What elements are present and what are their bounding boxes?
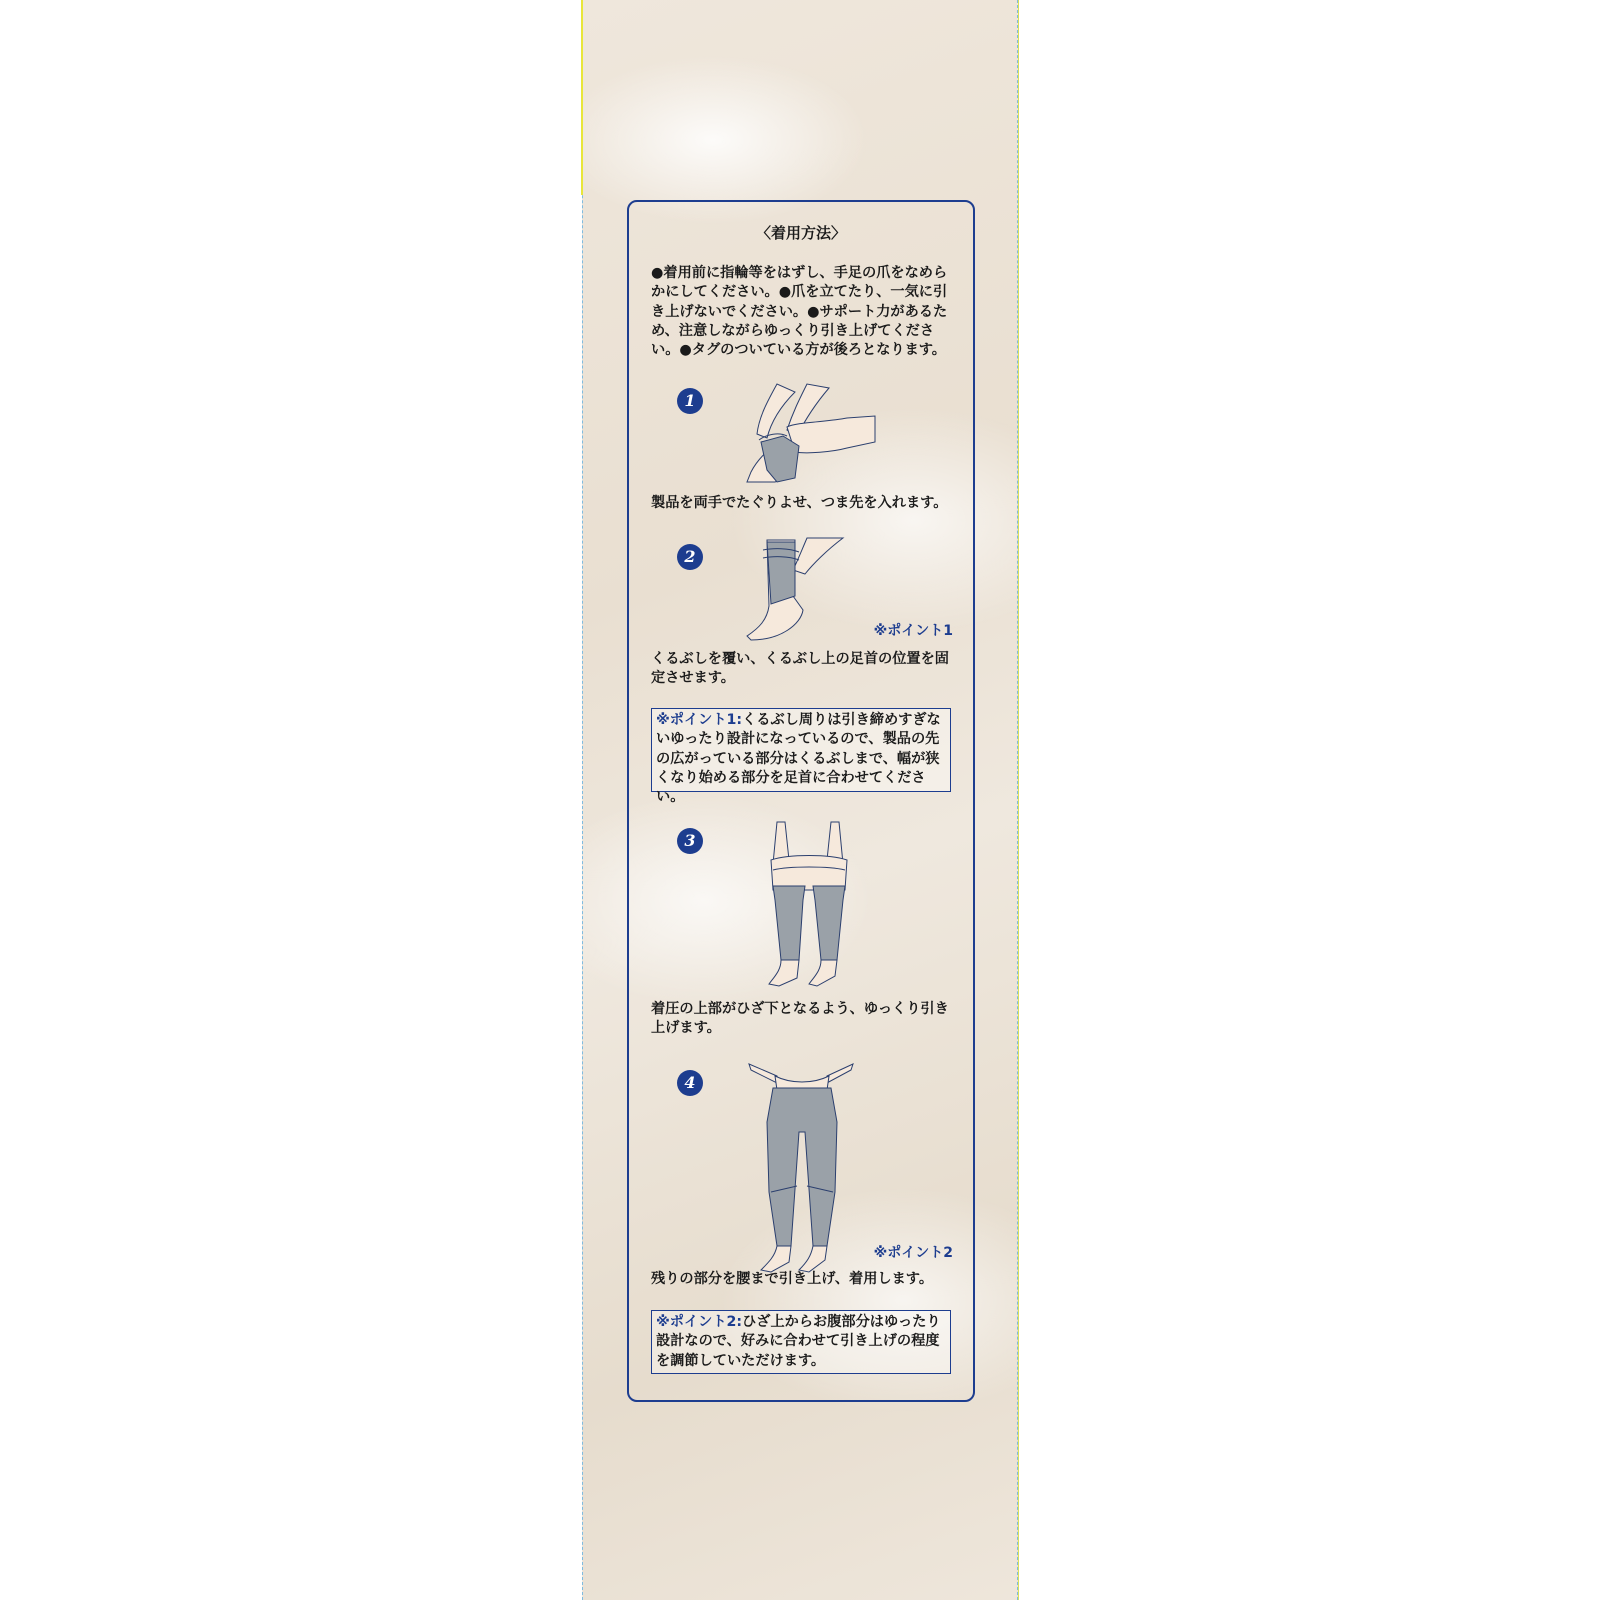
section-title: 〈着用方法〉 xyxy=(755,224,846,242)
package-panel xyxy=(582,0,1018,1600)
step-2-number: 2 xyxy=(677,544,703,570)
step-1-number: 1 xyxy=(677,388,703,414)
step-4-text: 残りの部分を腰まで引き上げ、着用します。 xyxy=(651,1271,934,1287)
step-1-illustration xyxy=(737,382,877,492)
point-2-label: ※ポイント2: xyxy=(656,1314,743,1330)
point-1-note xyxy=(651,708,951,806)
fold-guide-line xyxy=(1018,0,1019,1600)
intro-text: ●着用前に指輪等をはずし、手足の爪をなめらかにしてください。●爪を立てたり、一気に引き上げないでください。●サポート力があるため、注意しながらゆっくり引き上げてください。●タグのついている方が後ろとなります。 xyxy=(651,265,948,359)
point-2-note xyxy=(651,1310,951,1374)
point-1-tag: ※ポイント1 xyxy=(873,623,953,639)
step-2-text: くるぶしを覆い、くるぶし上の足首の位置を固定させます。 xyxy=(651,651,949,687)
point-2-text: ひざ上からお腹部分はゆったり設計なので、好みに合わせて引き上げの程度を調節していただけます。 xyxy=(656,1314,941,1369)
step-4-illustration xyxy=(747,1062,857,1274)
point-2-tag: ※ポイント2 xyxy=(873,1245,953,1261)
instructions-frame xyxy=(627,200,975,1402)
step-3-number: 3 xyxy=(677,828,703,854)
step-2-illustration xyxy=(737,536,857,644)
step-3-text: 着圧の上部がひざ下となるよう、ゆっくり引き上げます。 xyxy=(651,1001,949,1037)
point-1-text: くるぶし周りは引き締めすぎないゆったり設計になっているので、製品の先の広がっている部分はくるぶしまで、幅が狭くなり始める部分を足首に合わせてください。 xyxy=(656,712,941,806)
fold-guide-line xyxy=(581,0,583,195)
step-1-text: 製品を両手でたぐりよせ、つま先を入れます。 xyxy=(651,495,948,511)
step-4-number: 4 xyxy=(677,1070,703,1096)
step-3-illustration xyxy=(759,820,859,990)
point-1-label: ※ポイント1: xyxy=(656,712,743,728)
